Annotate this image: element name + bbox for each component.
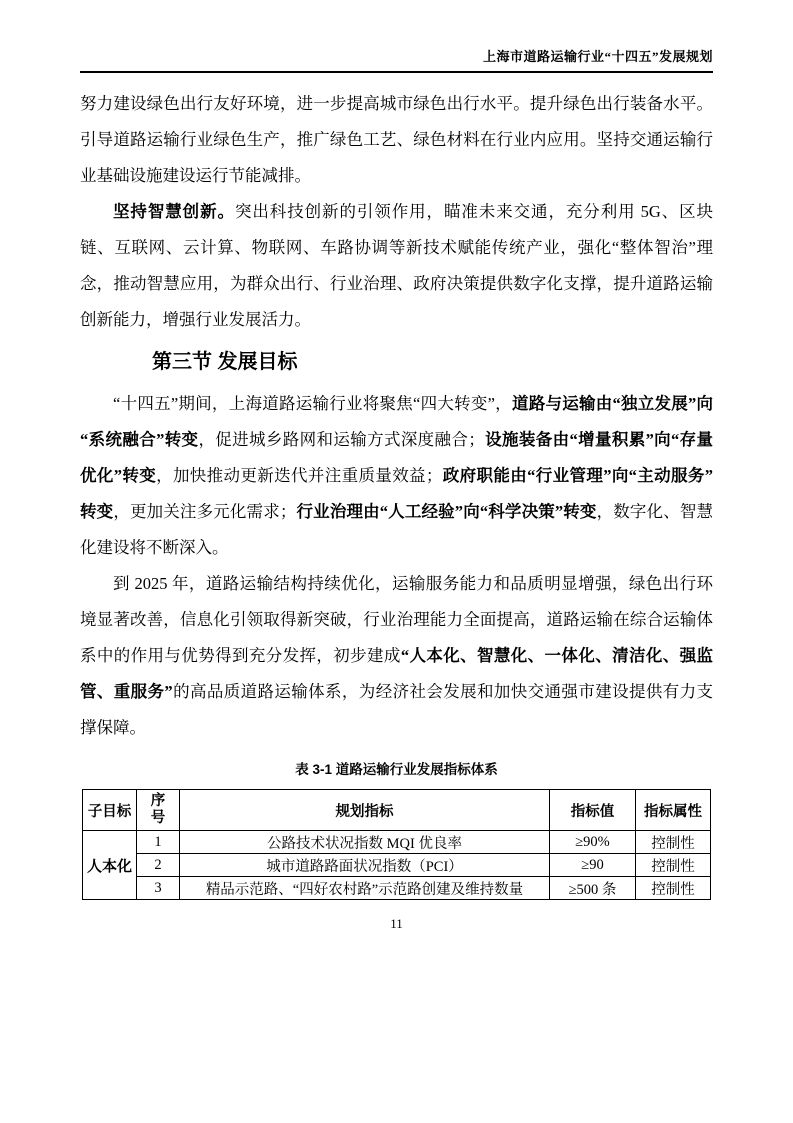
page-header [80,0,713,65]
text-run: 的高品质道路运输体系，为经济社会发展和加快交通强市建设提供有力支撑保障。 [80,682,714,737]
text-run: ，加快推动更新迭代并注重质量效益； [156,466,443,485]
cell-subgoal-humanization: 人本化 [83,831,137,900]
text-run: 道路与运输由“独立发展”向“系统融合”转变 [80,394,714,449]
cell-indicator: 公路技术状况指数 MQI 优良率 [180,831,550,854]
cell-attribute: 控制性 [636,831,711,854]
paragraph-four-transformations [80,386,713,566]
col-header-number [137,790,180,831]
text-run: “十四五”期间，上海道路运输行业将聚焦“四大转变”， [113,394,512,413]
table-row [83,877,711,900]
col-header-subgoal: 子目标 [83,790,137,831]
header-title: 上海市道路运输行业“十四五”发展规划 [482,49,713,64]
cell-value: ≥90 [550,854,636,877]
text-run: 突出科技创新的引领作用，瞄准未来交通，充分利用 5G、区块链、互联网、云计算、物联网、车路协调等新技术赋能传统产业，强化“整体智治”理念，推动智慧应用，为群众出行、行业治理、政府决策提供数字化支撑，提升道路运输创新能力，增强行业发展活力。 [80,202,714,329]
cell-attribute: 控制性 [636,854,711,877]
cell-value: ≥500 条 [550,877,636,900]
text-run: ，更加关注多元化需求； [113,502,297,521]
cell-row-number: 3 [137,877,180,900]
cell-indicator: 精品示范路、“四好农村路”示范路创建及维持数量 [180,877,550,900]
text-run: 政府职能由“行业管理”向“主动服务”转变 [80,466,714,521]
cell-attribute: 控制性 [636,877,711,900]
text-run: 坚持智慧创新。 [113,202,235,221]
text-run: 到 2025 年，道路运输结构持续优化，运输服务能力和品质明显增强，绿色出行环境显著改善，信息化引领取得新突破，行业治理能力全面提高，道路运输在综合运输体系中的作用与优势得到充分发挥，初步建成 [80,574,713,665]
text-run: 努力建设绿色出行友好环境，进一步提高城市绿色出行水平。提升绿色出行装备水平。引导道路运输行业绿色生产，推广绿色工艺、绿色材料在行业内应用。坚持交通运输行业基础设施建设运行节能减排。 [80,94,713,185]
paragraph-green-travel [80,86,713,194]
text-run: ，数字化、智慧化建设将不断深入。 [80,502,714,557]
section-heading: 第三节 发展目标 [152,351,298,373]
text-run: “人本化、智慧化、一体化、清洁化、强监管、重服务” [80,646,714,701]
paragraph-smart-innovation [80,194,713,338]
table-caption: 表 3-1 道路运输行业发展指标体系 [295,762,498,777]
cell-row-number: 1 [137,831,180,854]
cell-indicator: 城市道路路面状况指数（PCI） [180,854,550,877]
paragraph-2025-goals [80,566,713,746]
document-body [80,86,713,746]
page-number: 11 [390,916,403,931]
cell-row-number: 2 [137,854,180,877]
text-run: 设施装备由“增量积累”向“存量优化”转变 [80,430,714,485]
header-rule [80,71,713,73]
text-run: 行业治理由“人工经验”向“科学决策”转变 [296,502,597,521]
col-header-indicator: 规划指标 [180,790,550,831]
col-header-number-label: 序号 [150,793,166,826]
table-header-row [83,790,711,831]
text-run: ，促进城乡路网和运输方式深度融合； [198,430,485,449]
cell-value: ≥90% [550,831,636,854]
col-header-attribute: 指标属性 [636,790,711,831]
indicator-table [82,789,711,900]
col-header-value: 指标值 [550,790,636,831]
table-row [83,854,711,877]
table-row [83,831,711,854]
